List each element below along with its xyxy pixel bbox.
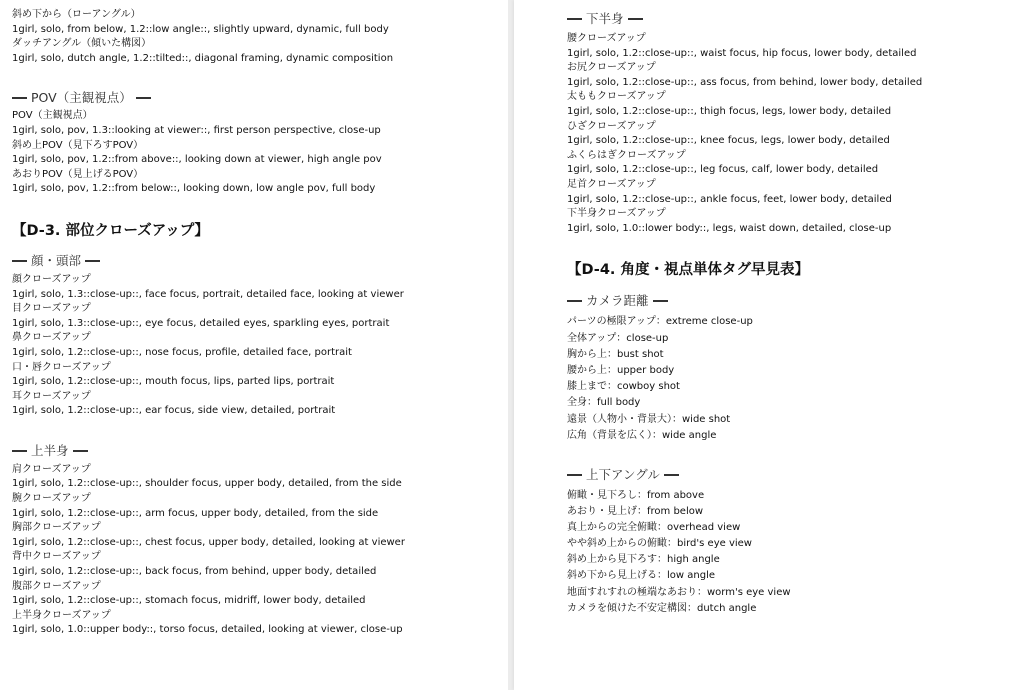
heading-text: 上下アングル [586,466,660,482]
text-line: 広角（背景を広く）：wide angle [567,429,717,441]
text-line: 1girl, solo, 1.2::close-up::, waist focus, hip focus, lower body, detailed [567,47,917,59]
text-line: 全体アップ：close-up [567,332,669,344]
text-line: 鼻クローズアップ [12,332,91,344]
text-line: 上半身クローズアップ [12,609,111,621]
dash-rule [85,260,100,262]
text-line: 1girl, solo, pov, 1.2::from below::, looking down, low angle pov, full body [12,183,376,195]
heading-text: 顔・頭部 [31,252,82,268]
text-line: やや斜め上からの俯瞰：bird's eye view [567,538,752,550]
text-line: 1girl, solo, 1.0::lower body::, legs, waist down, detailed, close-up [567,222,892,234]
text-line: 下半身クローズアップ [567,208,666,220]
section-heading-pov [12,89,508,107]
text-line: 耳クローズアップ [12,390,91,402]
dash-rule [12,260,27,262]
document-page-left [0,0,508,690]
text-line: お尻クローズアップ [567,62,656,74]
section-title-d4: 【D-4. 角度・視点単体タグ早見表】 [567,262,809,279]
text-line: 1girl, solo, 1.2::close-up::, nose focus, profile, detailed face, portrait [12,346,352,358]
dash-rule [653,300,668,302]
text-line: POV（主観視点） [12,110,93,122]
text-line: 腰クローズアップ [567,33,646,44]
text-line: 1girl, solo, 1.2::close-up::, leg focus, calf, lower body, detailed [567,164,879,176]
text-line: あおりPOV（見上げるPOV） [12,168,144,180]
section-title-d3: 【D-3. 部位クローズアップ】 [12,222,209,239]
text-line: 1girl, solo, 1.2::close-up::, shoulder focus, upper body, detailed, from the side [12,478,402,490]
text-line: あおり・見上げ：from below [567,506,704,518]
face-block [12,273,508,419]
dash-rule [136,97,151,99]
vertical-angle-block [567,488,1024,617]
text-line: ふくらはぎクローズアップ [567,149,686,161]
text-line: パーツの極限アップ：extreme close-up [567,316,753,328]
section-heading-vertical-angle [567,466,1024,484]
text-line: 斜め下から（ローアングル） [12,9,141,20]
text-line: 口・唇クローズアップ [12,361,111,373]
pov-block [12,109,508,197]
section-heading-face [12,252,508,270]
text-line: 1girl, solo, dutch angle, 1.2::tilted::, diagonal framing, dynamic composition [12,52,394,64]
dash-rule [567,18,582,20]
text-line: 1girl, solo, pov, 1.3::looking at viewer::, first person perspective, close-up [12,124,381,136]
section-heading-camera-distance [567,292,1024,310]
dash-rule [628,18,643,20]
document-page-right [514,0,1024,690]
dash-rule [567,300,582,302]
text-line: 1girl, solo, pov, 1.2::from above::, looking down at viewer, high angle pov [12,154,382,166]
text-line: 真上からの完全俯瞰：overhead view [567,522,741,534]
text-line: 腹部クローズアップ [12,580,101,592]
heading-text: 上半身 [31,442,69,458]
text-line: 1girl, solo, 1.2::close-up::, thigh focus, legs, lower body, detailed [567,105,892,117]
heading-text: カメラ距離 [586,293,649,309]
camera-distance-block [567,314,1024,444]
text-line: 1girl, solo, from below, 1.2::low angle::, slightly upward, dynamic, full body [12,23,389,35]
text-line: 1girl, solo, 1.2::close-up::, arm focus, upper body, detailed, from the side [12,507,379,519]
text-line: 1girl, solo, 1.0::upper body::, torso focus, detailed, looking at viewer, close-up [12,624,403,636]
dash-rule [664,474,679,476]
text-line: 胸から上：bust shot [567,348,664,360]
text-line: 胸部クローズアップ [12,522,101,534]
text-line: 太ももクローズアップ [567,91,666,103]
dash-rule [567,474,582,476]
heading-text: 下半身 [586,11,624,26]
text-line: 1girl, solo, 1.3::close-up::, face focus, portrait, detailed face, looking at viewer [12,288,404,300]
section-heading-lower-body [567,10,1024,28]
text-line: カメラを傾けた不安定構図：dutch angle [567,602,757,614]
text-line: 斜め上から見下ろす：high angle [567,554,720,566]
text-line: 1girl, solo, 1.2::close-up::, back focus, from behind, upper body, detailed [12,566,377,578]
dash-rule [73,450,88,452]
text-line: 1girl, solo, 1.2::close-up::, ear focus, side view, detailed, portrait [12,405,336,417]
text-line: 1girl, solo, 1.3::close-up::, eye focus, detailed eyes, sparkling eyes, portrait [12,317,390,329]
section-heading-upper-body [12,442,508,460]
upper-body-block [12,463,508,638]
text-line: 斜め下から見上げる：low angle [567,570,715,582]
text-line: 1girl, solo, 1.2::close-up::, knee focus, legs, lower body, detailed [567,135,890,147]
heading-text: POV（主観視点） [31,90,132,106]
text-line: 膝上まで：cowboy shot [567,381,680,393]
text-line: 遠景（人物小・背景大）：wide shot [567,413,731,425]
lower-body-block [567,32,1024,236]
text-line: 俯瞰・見下ろし：from above [567,489,705,501]
dash-rule [12,450,27,452]
text-line: 肩クローズアップ [12,463,91,475]
text-line: 全身：full body [567,397,641,409]
text-line: 1girl, solo, 1.2::close-up::, stomach focus, midriff, lower body, detailed [12,595,366,607]
text-line: 1girl, solo, 1.2::close-up::, chest focus, upper body, detailed, looking at viewer [12,536,405,548]
dash-rule [12,97,27,99]
top-lines-block [12,8,508,66]
text-line: 1girl, solo, 1.2::close-up::, mouth focus, lips, parted lips, portrait [12,376,335,388]
text-line: ダッチアングル（傾いた構図） [12,38,152,50]
text-line: 背中クローズアップ [12,551,101,563]
text-line: ひざクローズアップ [567,120,656,132]
text-line: 足首クローズアップ [567,178,656,190]
text-line: 1girl, solo, 1.2::close-up::, ass focus, from behind, lower body, detailed [567,76,923,88]
text-line: 地面すれすれの極端なあおり：worm's eye view [567,586,791,598]
text-line: 腰から上：upper body [567,364,675,376]
text-line: 1girl, solo, 1.2::close-up::, ankle focus, feet, lower body, detailed [567,193,892,205]
text-line: 斜め上POV（見下ろすPOV） [12,139,144,151]
text-line: 顔クローズアップ [12,273,91,285]
text-line: 目クローズアップ [12,303,91,315]
text-line: 腕クローズアップ [12,493,91,505]
